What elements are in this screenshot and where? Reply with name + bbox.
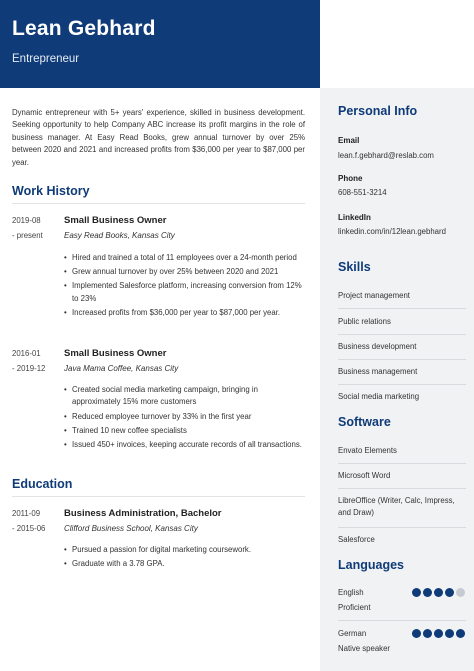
work-history-title: Work History [12,184,90,198]
job-date [12,215,58,241]
education-date [12,508,58,534]
skills-title: Skills [338,260,371,274]
skill-divider [338,308,466,309]
job-date-start: 2016-01 [12,349,41,358]
linkedin-label: LinkedIn [338,213,371,222]
skill-item: Social media marketing [338,392,420,401]
software-item: Microsoft Word [338,471,391,480]
skill-divider [338,334,466,335]
rating-dot-filled [456,629,465,638]
software-item: LibreOffice (Writer, Calc, Impress, and Draw) [338,496,455,518]
language-name: English [338,588,364,597]
main-column [12,107,305,169]
rating-dots [412,629,466,638]
rating-dot-empty [456,588,465,597]
job-bullet: • Implemented Salesforce platform, increasing conversion from 12% to 23% [64,280,304,305]
education-date-end: - 2015-06 [12,523,46,533]
job-bullet: • Trained 10 new coffee specialists [64,425,304,437]
work-history-divider [12,203,305,204]
rating-dot-filled [412,629,421,638]
rating-dot-filled [423,588,432,597]
skill-divider [338,359,466,360]
languages-title: Languages [338,558,404,572]
skill-item: Business management [338,367,418,376]
education-bullets [64,544,304,572]
candidate-role: Entrepreneur [12,53,80,65]
personal-info-title: Personal Info [338,104,418,118]
job-bullet: • Grew annual turnover by over 25% between 2020 and 2021 [64,266,304,278]
software-item: Salesforce [338,535,375,544]
job-bullet: • Created social media marketing campaign, bringing in approximately 15% more customers [64,384,304,409]
rating-dot-filled [434,629,443,638]
candidate-name: Lean Gebhard [12,17,156,40]
job-title: Small Business Owner [64,348,167,359]
header-banner [0,0,320,88]
job-bullet: • Hired and trained a total of 11 employees over a 24-month period [64,252,304,264]
rating-dot-filled [434,588,443,597]
skill-divider [338,384,466,385]
job-date [12,348,58,374]
phone-label: Phone [338,174,363,183]
rating-dot-filled [445,629,454,638]
job-date-end: - present [12,230,43,240]
rating-dot-filled [412,588,421,597]
education-title: Education [12,477,73,491]
software-divider [338,488,466,489]
rating-dot-filled [445,588,454,597]
phone-value[interactable]: 608-551-3214 [338,188,387,197]
email-label: Email [338,136,360,145]
job-bullet: • Issued 450+ invoices, keeping accurate records of all transactions. [64,439,304,451]
job-bullet: • Increased profits from $36,000 per year to $87,000 per year. [64,307,304,319]
job-title: Small Business Owner [64,215,167,226]
education-bullet: • Graduate with a 3.78 GPA. [64,558,304,570]
skill-item: Project management [338,291,410,300]
language-name: German [338,629,367,638]
education-date-start: 2011-09 [12,509,41,518]
software-title: Software [338,415,391,429]
skill-item: Public relations [338,317,391,326]
job-bullets [64,384,304,453]
language-level: Proficient [338,603,371,612]
education-school: Clifford Business School, Kansas City [64,524,198,533]
job-bullets [64,252,304,321]
language-level: Native speaker [338,644,391,653]
language-divider [338,620,466,621]
rating-dots [412,588,466,597]
job-company: Java Mama Coffee, Kansas City [64,364,179,373]
skill-item: Business development [338,342,417,351]
linkedin-value[interactable]: linkedin.com/in/12lean.gebhard [338,227,446,236]
job-company: Easy Read Books, Kansas City [64,231,175,240]
header-spacer [320,0,474,88]
job-date-start: 2019-08 [12,216,41,225]
software-item: Envato Elements [338,446,397,455]
software-divider [338,463,466,464]
rating-dot-filled [423,629,432,638]
job-bullet: • Reduced employee turnover by 33% in the first year [64,411,304,423]
education-degree: Business Administration, Bachelor [64,508,222,519]
summary-text: Dynamic entrepreneur with 5+ years' experience, skilled in business development. Seeking opportunity to help Company ABC increase its profit margins in the role of business manager. At Easy Read Books, grew annual turnover by over 25% between 2020 and 2021 and increased profits from $36,000 per year to $87,000 per year. [12,108,305,167]
education-bullet: • Pursued a passion for digital marketing coursework. [64,544,304,556]
education-divider [12,496,305,497]
email-value[interactable]: lean.f.gebhard@reslab.com [338,151,434,160]
software-divider [338,527,466,528]
job-date-end: - 2019-12 [12,363,46,373]
